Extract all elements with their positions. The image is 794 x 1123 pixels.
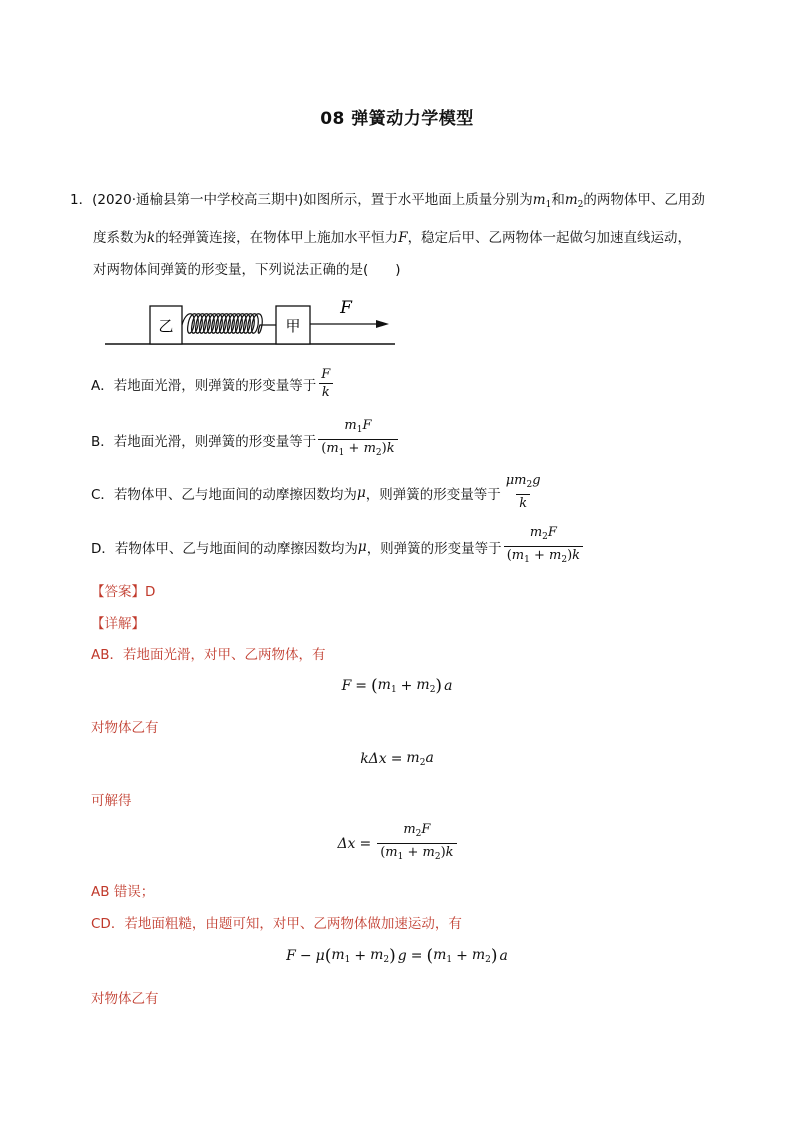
symbol-mu-d: μ — [357, 538, 367, 555]
block-yi-label: 乙 — [158, 317, 174, 335]
question-text-1a: 如图所示，置于水平地面上质量分别为 — [303, 192, 533, 208]
question-line-1 — [70, 190, 705, 215]
detail-for-yi-2: 对物体乙有 — [91, 991, 159, 1007]
page-title: 08 弹簧动力学模型 — [320, 109, 474, 129]
option-d-letter: D． — [91, 540, 115, 557]
question-text-2a: 度系数为 — [93, 230, 147, 246]
option-d-text: 若物体甲、乙与地面间的动摩擦因数均为 — [114, 540, 358, 557]
detail-cd-intro: CD．若地面粗糙，由题可知，对甲、乙两物体做加速运动，有 — [91, 916, 462, 932]
detail-label: 【详解】 — [91, 616, 145, 632]
question-text-2b: 的轻弹簧连接，在物体甲上施加水平恒力 — [155, 230, 399, 246]
equation-4: F − μ ( $m_1$ + $m_2$ ) g = ( $m_1$ + $m_2$ ) a — [286, 946, 508, 966]
question-number: 1． — [70, 192, 93, 208]
detail-solve: 可解得 — [91, 793, 132, 809]
force-arrow-head — [376, 320, 389, 328]
question-text-1b: 和 — [551, 192, 565, 208]
block-jia-label: 甲 — [285, 317, 301, 335]
answer — [91, 580, 155, 600]
option-d — [91, 525, 583, 568]
question-source: (2020·通榆县第一中学校高三期中) — [92, 192, 304, 208]
option-d-text2: ，则弹簧的形变量等于 — [366, 540, 502, 557]
force-label: F — [340, 298, 352, 318]
option-b — [91, 418, 398, 461]
option-c-letter: C． — [91, 486, 114, 503]
spring-coil — [182, 314, 276, 334]
detail-ab-wrong: AB 错误； — [91, 884, 155, 900]
symbol-F: F — [398, 230, 408, 246]
equation-3-fraction: $\frac{m_2F}{(m_1 + m_2)k}$ — [377, 822, 456, 865]
question-line-2 — [93, 226, 691, 246]
question-text-2c: ，稳定后甲、乙两物体一起做匀加速直线运动， — [407, 230, 692, 246]
option-a-fraction: $\frac{F}{k}$ — [318, 367, 333, 401]
option-c-text: 若物体甲、乙与地面间的动摩擦因数均为 — [113, 486, 357, 503]
option-a-letter: A． — [91, 378, 114, 394]
question-text-1c: 的两物体甲、乙用劲 — [583, 192, 705, 208]
option-d-fraction: $\frac{m_2F}{(m_1 + m_2)k}$ — [504, 525, 583, 568]
symbol-m2: $m_2$ — [564, 192, 584, 210]
option-b-text: 若地面光滑，则弹簧的形变量等于 — [113, 433, 317, 450]
option-b-letter: B． — [91, 433, 114, 450]
question-line-3: 对两物体间弹簧的形变量，下列说法正确的是( ) — [93, 262, 401, 278]
answer-label: 【答案】 — [91, 584, 145, 600]
detail-for-yi-1: 对物体乙有 — [91, 720, 159, 736]
detail-ab-intro: AB．若地面光滑，对甲、乙两物体，有 — [91, 647, 326, 663]
option-b-fraction: $\frac{m_1F}{(m_1 + m_2)k}$ — [318, 418, 397, 461]
symbol-k: k — [147, 230, 156, 246]
option-a — [91, 367, 333, 401]
symbol-mu-c: μ — [356, 484, 366, 501]
equation-2: kΔx = $m_2a$ — [360, 750, 434, 768]
equation-1: F = ( $m_1$ + $m_2$ ) a — [341, 676, 453, 696]
option-c — [91, 473, 544, 512]
option-c-text2: ，则弹簧的形变量等于 — [365, 486, 501, 503]
option-a-text: 若地面光滑，则弹簧的形变量等于 — [113, 378, 317, 394]
equation-3: Δx = $\frac{m_2F}{(m_1 + m_2)k}$ — [0, 822, 794, 865]
option-c-fraction: $\frac{\mu m_2g}{k}$ — [505, 473, 541, 511]
symbol-m1: $m_1$ — [532, 192, 552, 210]
spring-figure — [100, 296, 400, 348]
answer-value: D — [145, 584, 156, 600]
